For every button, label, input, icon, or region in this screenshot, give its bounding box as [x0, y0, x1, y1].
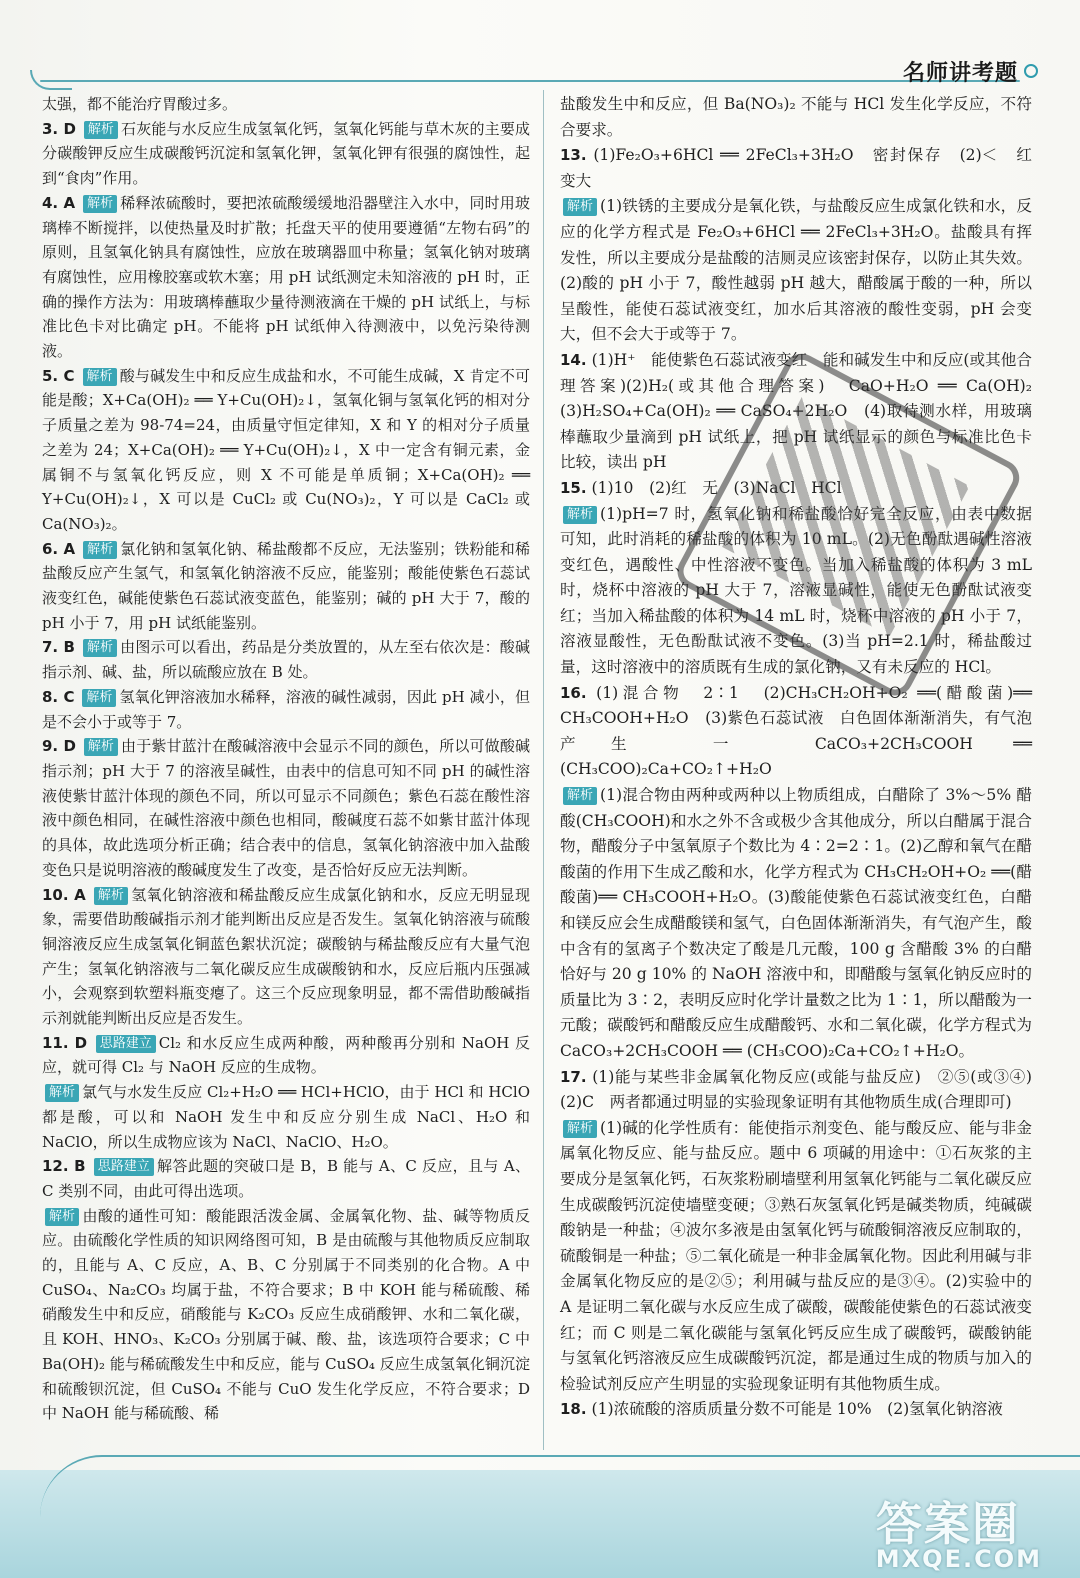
answer-item: [560, 783, 1032, 1065]
answer-number: 4. A: [42, 193, 76, 212]
answer-item: [560, 143, 1048, 194]
answer-number: 13.: [560, 146, 587, 165]
column-divider: [543, 90, 544, 1450]
analysis-tag: 解析: [563, 198, 597, 216]
answer-item: [560, 1397, 1032, 1423]
answer-number: 9. D: [42, 737, 76, 756]
analysis-tag: 解析: [83, 368, 117, 386]
answer-item: [42, 685, 530, 734]
answer-text: (1)H⁺ 能使紫色石蕊试液变红 能和碱发生中和反应(或其他合理答案)(2)H₂(或其他合理答案) CaO+H₂O ══ Ca(OH)₂ (3)H₂SO₄+Ca(OH)₂ ══ CaSO₄+2H₂O (4)取待测水样，用玻璃棒蘸取少量滴到 pH 试纸上，把 pH 试纸显示的颜色与标准比色卡比较，读出 pH: [560, 350, 1048, 472]
site-url: MXQE.COM: [875, 1545, 1042, 1573]
analysis-tag: 解析: [563, 787, 597, 805]
answer-item: [560, 92, 1032, 143]
answer-text: 稀释浓硫酸时，要把浓硫酸缓缓地沿器壁注入水中，同时用玻璃棒不断搅拌，以使热量及时扩散；托盘天平的使用要遵循“左物右码”的原则，且氢氧化钠具有腐蚀性，应放在玻璃器皿中称量；氢氧化钠对玻璃有腐蚀性，应用橡胶塞或软木塞；用 pH 试纸测定未知溶液的 pH 时，正确的操作方法为：用玻璃棒蘸取少量待测液滴在干燥的 pH 试纸上，与标准比色卡对比确定 pH。不能将 pH 试纸伸入待测液中，以免污染待测液。: [42, 193, 530, 361]
answer-item: [560, 348, 1048, 476]
answer-number: 12. B: [42, 1157, 86, 1176]
analysis-tag: 解析: [563, 1120, 597, 1138]
answer-text: (1)pH=7 时，氢氧化钠和稀盐酸恰好完全反应，由表中数据可知，此时消耗的稀盐酸的体积为 10 mL。(2)无色酚酞遇碱性溶液变红色，遇酸性、中性溶液不变色。当加入稀盐酸的体积为 3 mL 时，烧杯中溶液的 pH 大于 7，溶液显碱性，能使无色酚酞试液变红；当加入稀盐酸的体积为 14 mL 时，烧杯中溶液的 pH 小于 7，溶液显酸性，无色酚酞试液不变色。(3)当 pH=2.1 时，稀盐酸过量，这时溶液中的溶质既有生成的氯化钠，又有未反应的 HCl。: [560, 504, 1032, 677]
analysis-tag: 解析: [83, 639, 117, 657]
answer-text: (1)浓硫酸的溶质质量分数不可能是 10% (2)氢氧化钠溶液: [591, 1400, 1003, 1419]
analysis-tag: 解析: [84, 121, 118, 139]
right-column: [560, 92, 1048, 1423]
answer-text: Cl₂ 和水反应生成两种酸，两种酸再分别和 NaOH 反应，就可得 Cl₂ 与 NaOH 反应的生成物。: [42, 1033, 530, 1077]
approach-tag: 思路建立: [94, 1158, 154, 1176]
answer-item: [42, 635, 530, 684]
analysis-tag: 解析: [83, 541, 117, 559]
analysis-tag: 解析: [94, 887, 128, 905]
left-column: [42, 92, 530, 1426]
answer-number: 7. B: [42, 638, 75, 657]
answer-item: [42, 191, 530, 364]
site-logo: 答案圈: [876, 1497, 1020, 1551]
answer-item: [42, 117, 530, 191]
analysis-tag: 解析: [563, 506, 597, 524]
answer-item: [560, 476, 1032, 502]
answer-text: (1)混合物由两种或两种以上物质组成，白醋除了 3%～5% 醋酸(CH₃COOH)和水之外不含或极少含其他成分，所以白醋属于混合物，醋酸分子中氢氧原子个数比为 4∶2=2∶1。(2)乙醇和氧气在醋酸菌的作用下生成乙酸和水，化学方程式为 CH₃CH₂OH+O₂ ══(醋酸菌)══ CH₃COOH+H₂O。(3)酸能使紫色石蕊试液变红色，白醋和镁反应会生成醋酸镁和氢气，白色固体渐渐消失，有气泡产生，酸中含有的氢离子个数决定了酸是几元酸，100 g 含醋酸 3% 的白醋恰好与 20 g 10% 的 NaOH 溶液中和，即醋酸与氢氧化钠反应时的质量比为 3∶2，表明反应时化学计量数之比为 1∶1，所以醋酸为一元酸；碳酸钙和醋酸反应生成醋酸钙、水和二氧化碳，化学方程式为 CaCO₃+2CH₃COOH ══ (CH₃COO)₂Ca+CO₂↑+H₂O。: [560, 786, 1032, 1060]
answer-text: 由于紫甘蓝汁在酸碱溶液中会显示不同的颜色，所以可做酸碱指示剂；pH 大于 7 的溶液呈碱性，由表中的信息可知不同 pH 的碱性溶液使紫甘蓝汁体现的颜色不同，所以可显示不同颜色；紫色石蕊在酸性溶液中颜色相同，在碱性溶液中颜色也相同，酸碱度石蕊不如紫甘蓝汁体现的具体，故此选项分析正确；结合表中的信息，氢氧化钠溶液中加入盐酸变色只是说明溶液的酸碱度发生了改变，是否恰好反应无法判断。: [42, 737, 530, 879]
answer-text: 酸与碱发生中和反应生成盐和水，不可能生成碱，X 肯定不可能是酸；X+Ca(OH)₂ ══ Y+Cu(OH)₂↓，氢氧化铜与氢氧化钙的相对分子质量之差为 98-74=24，由质量守恒定律知，X 和 Y 的相对分子质量之差为 24；X+Ca(OH)₂ ══ Y+Cu(OH)₂↓，X 中一定含有铜元素，金属铜不与氢氧化钙反应，则 X 不可能是单质铜；X+Ca(OH)₂ ══ Y+Cu(OH)₂↓，X 可以是 CuCl₂ 或 Cu(NO₃)₂，Y 可以是 CaCl₂ 或 Ca(NO₃)₂。: [42, 366, 531, 533]
answer-item: [42, 537, 530, 636]
answer-item: [42, 883, 530, 1031]
answer-text: (1)铁锈的主要成分是氧化铁，与盐酸反应生成氯化铁和水，反应的化学方程式是 Fe₂O₃+6HCl ══ 2FeCl₃+3H₂O。盐酸具有挥发性，所以主要成分是盐酸的洁厕灵应该密封保存，以防止其失效。(2)酸的 pH 小于 7，酸性越弱 pH 越大，醋酸属于酸的一种，所以呈酸性，能使石蕊试液变红，加水后其溶液的酸性变弱，pH 会变大，但不会大于或等于 7。: [560, 197, 1032, 344]
answer-number: 10. A: [42, 885, 86, 904]
answer-number: 5. C: [42, 366, 75, 385]
answer-number: 6. A: [42, 539, 76, 558]
answer-item: [42, 734, 530, 882]
answer-text: 盐酸发生中和反应，但 Ba(NO₃)₂ 不能与 HCl 发生化学反应，不符合要求。: [560, 95, 1032, 139]
answer-number: 14.: [560, 350, 587, 369]
answer-text: 由图示可以看出，药品是分类放置的，从左至右依次是：酸碱指示剂、碱、盐，所以硫酸应放在 B 处。: [42, 638, 530, 682]
answer-number: 17.: [560, 1067, 587, 1086]
answer-text: (1)能与某些非金属氧化物反应(或能与盐反应) ②⑤(或③④) (2)C 两者都通过明显的实验现象证明有其他物质生成(合理即可): [560, 1067, 1048, 1112]
answer-text: (1)混合物 2∶1 (2)CH₃CH₂OH+O₂ ══(醋酸菌)══ CH₃COOH+H₂O (3)紫色石蕊试液 白色固体渐渐消失，有气泡产生 一 CaCO₃+2CH₃COOH ══ (CH₃COO)₂Ca+CO₂↑+H₂O: [560, 683, 1032, 779]
answer-item: [560, 681, 1032, 783]
answer-number: 16.: [560, 683, 587, 702]
answer-text: 氯气与水发生反应 Cl₂+H₂O ══ HCl+HClO，由于 HCl 和 HClO 都是酸，可以和 NaOH 发生中和反应分别生成 NaCl、H₂O 和 NaClO，所以生成物应该为 NaCl、NaClO、H₂O。: [42, 1083, 530, 1151]
answer-text: 石灰能与水反应生成氢氧化钙，氢氧化钙能与草木灰的主要成分碳酸钾反应生成碳酸钙沉淀和氢氧化钾，氢氧化钾有很强的腐蚀性，起到“食肉”作用。: [42, 119, 530, 188]
answer-item: [42, 1154, 530, 1203]
answer-number: 3. D: [42, 119, 76, 138]
answer-number: 8. C: [42, 687, 75, 706]
analysis-tag: 解析: [45, 1208, 79, 1226]
answer-text: (1)10 (2)红 无 (3)NaCl HCl: [591, 478, 842, 497]
answer-item: [42, 1080, 530, 1154]
answer-item: [560, 1116, 1032, 1398]
answer-text: 解答此题的突破口是 B，B 能与 A、C 反应，且与 A、C 类别不同，由此可得出选项。: [42, 1157, 531, 1200]
header-rule: [40, 80, 1020, 82]
page-header-title: 名师讲考题: [902, 60, 1018, 86]
answer-item: [560, 1065, 1048, 1116]
answer-item: [560, 502, 1032, 681]
answer-item: [42, 1204, 530, 1426]
answer-text: (1)Fe₂O₃+6HCl ══ 2FeCl₃+3H₂O 密封保存 (2)＜ 红 变大: [560, 146, 1048, 190]
answer-text: 氯化钠和氢氧化钠、稀盐酸都不反应，无法鉴别；铁粉能和稀盐酸反应产生氢气，和氢氧化钠溶液不反应，能鉴别；酸能使紫色石蕊试液变红色，碱能使紫色石蕊试液变蓝色，能鉴别；碱的 pH 大于 7，酸的 pH 小于 7，用 pH 试纸能鉴别。: [42, 539, 530, 632]
answer-text: 氢氧化钾溶液加水稀释，溶液的碱性减弱，因此 pH 减小，但是不会小于或等于 7。: [42, 687, 530, 731]
approach-tag: 思路建立: [96, 1035, 156, 1053]
answer-number: 18.: [560, 1400, 587, 1419]
analysis-tag: 解析: [45, 1084, 79, 1102]
answer-text: (1)碱的化学性质有：能使指示剂变色、能与酸反应、能与非金属氧化物反应、能与盐反应。题中 6 项碱的用途中：①石灰浆的主要成分是氢氧化钙，石灰浆粉刷墙壁利用氢氧化钙能与二氧化碳反应生成碳酸钙沉淀使墙壁变硬；③熟石灰氢氧化钙是碱类物质，纯碱碳酸钠是一种盐；④波尔多液是由氢氧化钙与硫酸铜溶液反应制取的，硫酸铜是一种盐；⑤二氧化硫是一种非金属氧化物。因此利用碱与非金属氧化物反应的是②⑤；利用碱与盐反应的是③④。(2)实验中的 A 是证明二氧化碳与水反应生成了碳酸，碳酸能使紫色的石蕊试液变红；而 C 则是二氧化碳能与氢氧化钙反应生成了碳酸钙，碳酸钠能与氢氧化钙溶液反应生成碳酸钙沉淀，都是通过生成的物质与加入的检验试剂反应产生明显的实验现象证明有其他物质生成。: [560, 1118, 1032, 1393]
answer-number: 11. D: [42, 1033, 88, 1052]
analysis-tag: 解析: [84, 738, 118, 756]
header-dot-icon: [1024, 64, 1038, 78]
answer-text: 太强，都不能治疗胃酸过多。: [42, 95, 238, 113]
answer-text: 由酸的通性可知：酸能跟活泼金属、金属氧化物、盐、碱等物质反应。由硫酸化学性质的知识网络图可知，B 是由硫酸与其他物质反应制取的，且能与 A、C 反应，A、B、C 分别属于不同类别的化合物。A 中 CuSO₄、Na₂CO₃ 均属于盐，不符合要求；B 中 KOH 能与稀硫酸、稀硝酸发生中和反应，硝酸能与 K₂CO₃ 反应生成硝酸钾、水和二氧化碳，且 KOH、HNO₃、K₂CO₃ 分别属于碱、酸、盐，该选项符合要求；C 中 Ba(OH)₂ 能与稀硫酸发生中和反应，能与 CuSO₄ 反应生成氢氧化铜沉淀和硫酸钡沉淀，但 CuSO₄ 不能与 CuO 发生化学反应，不符合要求；D 中 NaOH 能与稀硫酸、稀: [42, 1206, 530, 1423]
answer-item: [42, 92, 530, 117]
analysis-tag: 解析: [83, 195, 117, 213]
analysis-tag: 解析: [82, 689, 116, 707]
answer-item: [42, 364, 530, 537]
answer-item: [560, 194, 1032, 348]
answer-item: [42, 1031, 530, 1080]
answer-number: 15.: [560, 478, 587, 497]
answer-text: 氢氧化钠溶液和稀盐酸反应生成氯化钠和水，反应无明显现象，需要借助酸碱指示剂才能判断出反应是否发生。氢氧化钠溶液与硫酸铜溶液反应生成氢氧化铜蓝色絮状沉淀；碳酸钠与稀盐酸反应有大量气泡产生；氢氧化钠溶液与二氧化碳反应生成碳酸钠和水，反应后瓶内压强减小，会观察到软塑料瓶变瘪了。这三个反应现象明显，都不需借助酸碱指示剂就能判断出反应是否发生。: [42, 885, 530, 1028]
